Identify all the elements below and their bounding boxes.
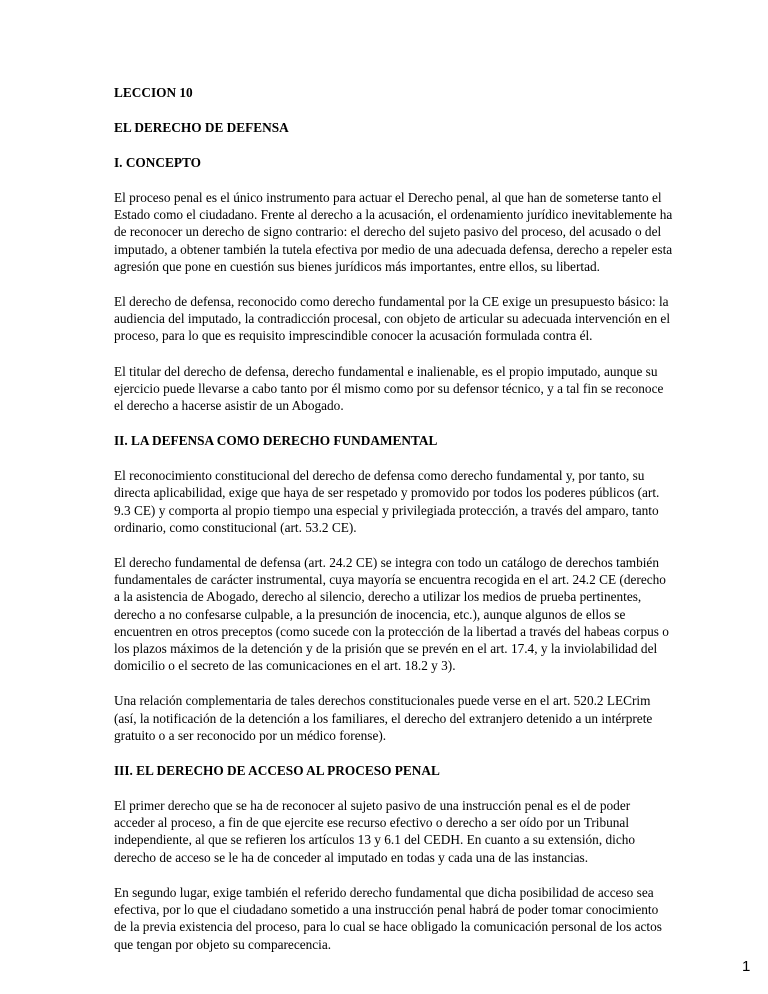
paragraph: El proceso penal es el único instrumento para actuar el Derecho penal, al que han de someterse tanto el Estado como el ciudadano. Frente al derecho a la acusación, el ordenamiento jurídico inevitablemente ha de reconocer un derecho de signo contrario: el derecho del sujeto pasivo del proceso, del acusado o del imputado, a obtener también la tutela efectiva por medio de una adecuada defensa, derecho a repeler esta agresión que pone en cuestión sus bienes jurídicos más importantes, entre ellos, su libertad. xyxy=(114,190,673,274)
document-body xyxy=(114,84,674,971)
paragraph: Una relación complementaria de tales derechos constitucionales puede verse en el art. 520.2 LECrim (así, la notificación de la detención a los familiares, el derecho del extranjero detenido a un intérprete gratuito o a ser reconocido por un médico forense). xyxy=(114,693,653,743)
paragraph: En segundo lugar, exige también el referido derecho fundamental que dicha posibilidad de acceso sea efectiva, por lo que el ciudadano sometido a una instrucción penal habrá de poder tomar conocimiento de la previa existencia del proceso, para lo cual se hace obligado la comunicación personal de los actos que tengan por objeto su comparecencia. xyxy=(114,884,662,952)
section-heading-acceso-proceso: III. EL DERECHO DE ACCESO AL PROCESO PENAL xyxy=(114,763,440,779)
paragraph: El reconocimiento constitucional del derecho de defensa como derecho fundamental y, por tanto, su directa aplicabilidad, exige que haya de ser respetado y promovido por todos los poderes públicos (art. 9.3 CE) y comporta al propio tiempo una especial y privilegiada protección, a través del amparo, tanto ordinario, como constitucional (art. 53.2 CE). xyxy=(114,468,660,535)
section-heading-derecho-fundamental: II. LA DEFENSA COMO DERECHO FUNDAMENTAL xyxy=(114,433,438,449)
paragraph: El derecho fundamental de defensa (art. 24.2 CE) se integra con todo un catálogo de derechos también fundamentales de carácter instrumental, cuya mayoría se encuentra recogida en el art. 24.2 CE (derecho a la asistencia de Abogado, derecho al silencio, derecho a utilizar los medios de prueba pertinentes, derecho a no confesarse culpable, a la presunción de inocencia, etc.), aunque algunos de ellos se encuentren en otros preceptos (como sucede con la protección de la libertad a través del habeas corpus o los plazos máximos de la detención y de la prisión que se prevén en el art. 17.4, y la inviolabilidad del domicilio o el secreto de las comunicaciones en el art. 18.2 y 3). xyxy=(114,555,669,674)
chapter-title: EL DERECHO DE DEFENSA xyxy=(114,120,289,135)
paragraph: El primer derecho que se ha de reconocer al sujeto pasivo de una instrucción penal es el de poder acceder al proceso, a fin de que ejercite ese recurso efectivo o derecho a ser oído por un Tribunal independiente, al que se refieren los artículos 13 y 6.1 del CEDH. En cuanto a su extensión, dicho derecho de acceso se le ha de conceder al imputado en todas y cada una de las instancias. xyxy=(114,798,636,865)
lesson-title: LECCION 10 xyxy=(114,85,193,100)
paragraph: El derecho de defensa, reconocido como derecho fundamental por la CE exige un presupuesto básico: la audiencia del imputado, la contradicción procesal, con objeto de articular su adecuada intervención en el proceso, para lo que es requisito imprescindible conocer la acusación formulada contra él. xyxy=(114,294,671,344)
section-heading-concepto: I. CONCEPTO xyxy=(114,155,201,170)
page-number: 1 xyxy=(742,958,751,975)
paragraph: El titular del derecho de defensa, derecho fundamental e inalienable, es el propio imputado, aunque su ejercicio puede llevarse a cabo tanto por él mismo como por su defensor técnico, y a tal fin se reconoce el derecho a hacerse asistir de un Abogado. xyxy=(114,363,664,414)
